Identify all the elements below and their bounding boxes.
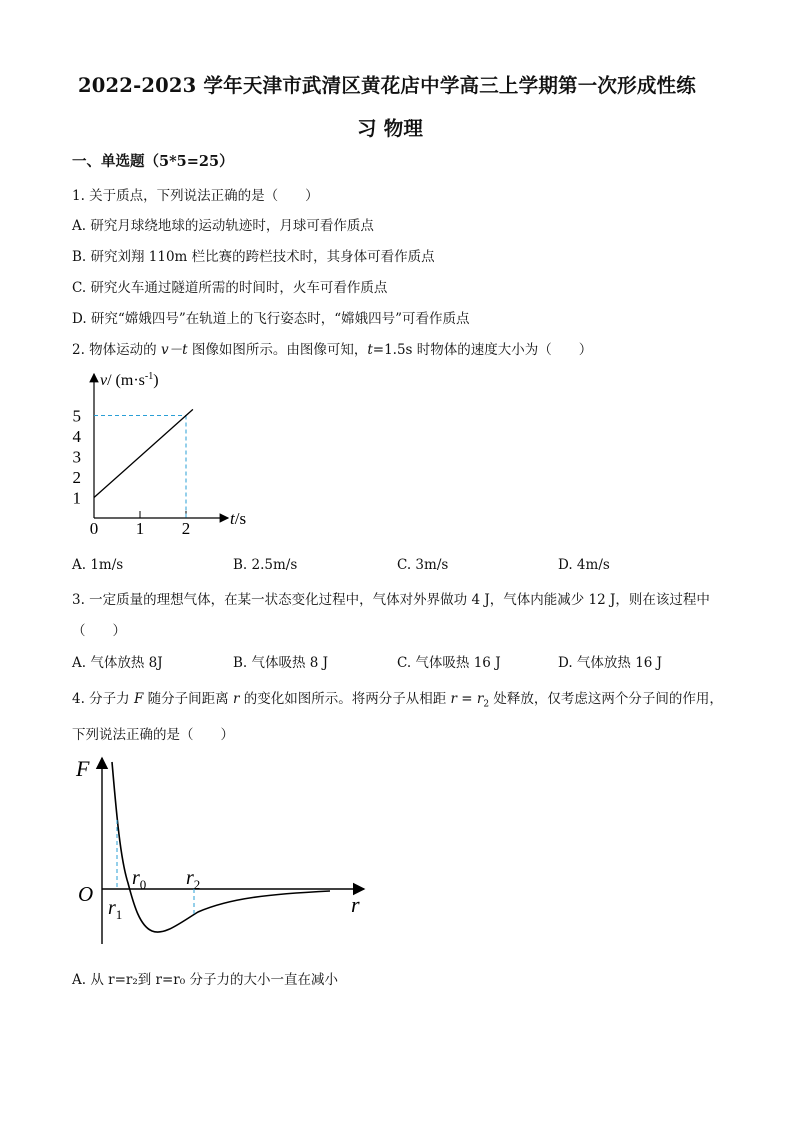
q1-stem: 1. 关于质点，下列说法正确的是（ ） xyxy=(72,188,319,204)
q4-stem-line1 xyxy=(72,687,723,710)
vt-series-line xyxy=(94,409,193,497)
q3-stem-line2: （ ） xyxy=(72,623,126,639)
section-heading: 一、单选题（5*5=25） xyxy=(72,153,234,170)
vt-y-tick-label: 1 xyxy=(72,488,81,508)
q4-stem-F: F xyxy=(133,691,144,707)
vt-x-label: t/s xyxy=(230,509,247,528)
vt-y-tick-label: 4 xyxy=(72,427,81,446)
q2-option-c: C. 3m/s xyxy=(397,557,449,573)
q3-option-b: B. 气体吸热 8 J xyxy=(233,655,329,671)
q2-stem-part-b: 图像如图所示。由图像可知， xyxy=(187,342,368,358)
force-x-label: r xyxy=(351,892,360,917)
force-y-label: F xyxy=(76,756,90,781)
q4-stem-part-a: 4. 分子力 xyxy=(72,691,134,707)
q2-stem-var: v－t xyxy=(160,342,188,358)
vt-x-tick-label: 2 xyxy=(181,519,191,538)
q4-stem-part-c: 的变化如图所示。将两分子从相距 xyxy=(239,691,451,707)
vt-y-tick-label: 2 xyxy=(72,468,81,487)
q1-option-c: C. 研究火车通过隧道所需的时间时，火车可看作质点 xyxy=(72,280,388,296)
q2-option-a: A. 1m/s xyxy=(72,557,124,573)
q4-stem-part-b: 随分子间距离 xyxy=(143,691,233,707)
page-title-line1: 2022-2023 学年天津市武清区黄花店中学高三上学期第一次形成性练 xyxy=(78,74,696,97)
force-r0-label: $r_0$ xyxy=(132,867,147,892)
force-r2-label: $r_2$ xyxy=(186,867,201,892)
force-r1-label: $r_1$ xyxy=(108,897,123,922)
q4-stem-line2: 下列说法正确的是（ ） xyxy=(72,727,234,743)
q2-option-b: B. 2.5m/s xyxy=(233,557,298,573)
vt-x-tick-label: 1 xyxy=(135,519,145,538)
q3-stem-line1: 3. 一定质量的理想气体，在某一状态变化过程中，气体对外界做功 4 J，气体内能减少 12 J，则在该过程中 xyxy=(72,592,710,608)
q3-option-c: C. 气体吸热 16 J xyxy=(397,655,501,671)
q4-stem-r: r xyxy=(232,691,240,707)
q2-stem xyxy=(72,338,592,358)
force-curve xyxy=(112,762,330,932)
vt-graph xyxy=(60,362,260,542)
q2-option-d: D. 4m/s xyxy=(558,557,610,573)
q3-option-a: A. 气体放热 8J xyxy=(72,655,163,671)
vt-y-tick-label: 3 xyxy=(72,447,81,467)
vt-origin-label: 0 xyxy=(89,519,99,538)
q4-option-a: A. 从 r=r₂到 r=r₀ 分子力的大小一直在减小 xyxy=(72,972,338,988)
q1-option-a: A. 研究月球绕地球的运动轨迹时，月球可看作质点 xyxy=(72,218,374,234)
q2-stem-part-c: =1.5s 时物体的速度大小为（ ） xyxy=(372,342,593,358)
q4-stem-eq: r = r xyxy=(450,691,484,707)
page-title-line2: 习 物理 xyxy=(357,117,424,140)
q2-stem-t: t xyxy=(367,342,373,358)
q4-stem-sub: 2 xyxy=(483,699,490,710)
force-origin-label: O xyxy=(78,882,94,906)
force-graph xyxy=(70,748,380,953)
q4-stem-part-d: 处释放，仅考虑这两个分子间的作用， xyxy=(489,691,723,707)
q1-option-d: D. 研究“嫦娥四号”在轨道上的飞行姿态时，“嫦娥四号”可看作质点 xyxy=(72,311,470,327)
q2-stem-part-a: 2. 物体运动的 xyxy=(72,342,161,358)
q3-option-d: D. 气体放热 16 J xyxy=(558,655,663,671)
q1-option-b: B. 研究刘翔 110m 栏比赛的跨栏技术时，其身体可看作质点 xyxy=(72,249,435,265)
vt-y-label: v/ $(m\cdot s^{-1})$ xyxy=(100,371,159,389)
vt-y-tick-label: 5 xyxy=(72,406,81,426)
